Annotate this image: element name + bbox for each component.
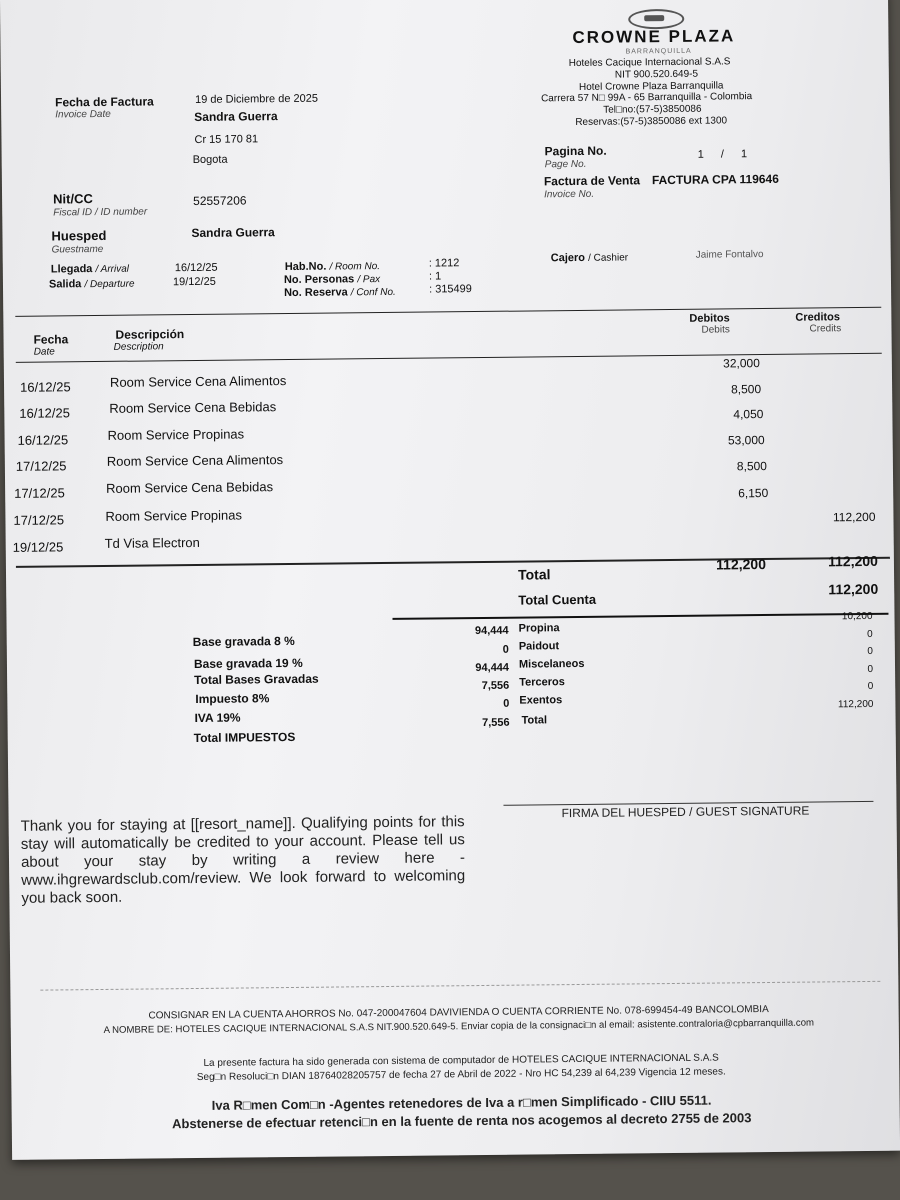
row-4-debit: 53,000: [727, 433, 765, 448]
col-desc-subheader: Description: [113, 341, 164, 353]
col-desc-header: Descripción: [115, 327, 185, 342]
page-label: Pagina No.: [544, 143, 607, 159]
room-label: Hab.No.: [284, 260, 327, 274]
departure-date: 19/12/25: [172, 275, 216, 289]
guest-value: Sandra Guerra: [191, 225, 275, 241]
row-7-date: 19/12/25: [12, 539, 64, 555]
row-5-debit: 8,500: [736, 458, 767, 474]
summary-value-base8: 94,444: [474, 624, 509, 638]
invoice-label: Factura de Venta: [543, 173, 641, 189]
invoice-date: 19 de Diciembre de 2025: [194, 92, 319, 106]
summary-label-miscelaneos: Miscelaneos: [518, 657, 585, 671]
reservation-sublabel: / Conf No.: [350, 286, 396, 299]
total-label: Total: [517, 566, 551, 583]
row-5-desc: Room Service Cena Bebidas: [106, 479, 274, 496]
summary-label-exentos: Exentos: [519, 694, 563, 707]
summary-label-terceros: Terceros: [519, 676, 565, 689]
row-3-date: 16/12/25: [17, 432, 69, 448]
footer-line3: La presente factura ha sido generada con sistema de computador de HOTELES CACIQUE INTERNACIONAL S.A.S: [203, 1052, 719, 1069]
col-debits-subheader: Debits: [701, 324, 730, 336]
page-value: 1 / 1: [697, 148, 748, 161]
row-4-date: 17/12/25: [15, 458, 67, 474]
footer-line4: Seg□n Resoluci□n DIAN 18764028205757 de fecha 27 de Abril de 2022 - Nro HC 54,239 al 64,239 Vigencia 12 meses.: [196, 1066, 726, 1083]
hotel-brand: CROWNE PLAZA: [572, 26, 736, 48]
col-date-header: Fecha: [33, 332, 69, 347]
table-top-rule: [15, 307, 881, 317]
row-1-debit: 32,000: [723, 356, 760, 371]
summary-value-base19: 0: [502, 643, 509, 656]
row-7-desc: Td Visa Electron: [104, 534, 200, 551]
row-6-date: 17/12/25: [13, 512, 65, 528]
invoice-number: FACTURA CPA 119646: [651, 171, 779, 188]
footer-divider: [40, 981, 880, 991]
summary-value-totalimpuestos: 7,556: [482, 716, 510, 729]
guest-sublabel: Guestname: [51, 243, 104, 256]
persons-value: : 1: [428, 270, 442, 283]
reservation-value: : 315499: [428, 283, 472, 296]
hotel-company: Hoteles Cacique Internacional S.A.S: [568, 56, 731, 70]
summary-label-totalimpuestos: Total IMPUESTOS: [193, 729, 296, 746]
summary-label-paidout: Paidout: [518, 640, 560, 653]
summary-value-iva19: 0: [503, 697, 510, 710]
summary-value-miscelaneos: 0: [867, 645, 873, 657]
signature-label: FIRMA DEL HUESPED / GUEST SIGNATURE: [561, 803, 810, 821]
cashier-sublabel: / Cashier: [587, 252, 629, 264]
total-debits: 112,200: [716, 556, 767, 573]
arrival-label: Llegada: [50, 263, 93, 276]
room-value: : 1212: [428, 257, 460, 270]
col-debits-header: Debitos: [689, 312, 730, 325]
guest-label: Huesped: [51, 227, 107, 244]
persons-label: No. Personas: [283, 273, 355, 287]
row-2-desc: Room Service Cena Bebidas: [109, 399, 277, 416]
summary-label-iva19: IVA 19%: [194, 710, 241, 726]
row-7-credit: 112,200: [832, 509, 876, 525]
summary-value-exentos: 0: [867, 680, 874, 692]
page-sublabel: Page No.: [544, 158, 587, 171]
row-1-desc: Room Service Cena Alimentos: [109, 373, 287, 390]
cashier-label: Cajero: [550, 251, 586, 265]
arrival-date: 16/12/25: [174, 261, 218, 275]
hotel-phone: Tel□no:(57-5)3850086: [603, 103, 702, 116]
hotel-name: Hotel Crowne Plaza Barranquilla: [578, 80, 724, 93]
summary-label-base8: Base gravada 8 %: [192, 633, 295, 650]
footer-line6: Abstenerse de efectuar retenci□n en la fuente de renta nos acogemos al decreto 2755 de 2003: [172, 1110, 752, 1132]
row-3-debit: 4,050: [733, 407, 764, 422]
row-6-debit: 6,150: [738, 485, 769, 501]
guest-address: Cr 15 170 81: [194, 133, 259, 146]
hotel-reservations: Reservas:(57-5)3850086 ext 1300: [575, 115, 728, 128]
reservation-label: No. Reserva: [284, 286, 348, 300]
row-5-date: 17/12/25: [14, 485, 65, 501]
invoice-sublabel: Invoice No.: [544, 188, 595, 201]
persons-sublabel: / Pax: [357, 274, 381, 286]
summary-label-totalbases: Total Bases Gravadas: [194, 671, 319, 688]
nit-value: 52557206: [193, 193, 247, 208]
total-account-value: 112,200: [828, 580, 879, 598]
summary-label-total: Total: [521, 714, 548, 727]
footer-line1: CONSIGNAR EN LA CUENTA AHORROS No. 047-200047604 DAVIVIENDA O CUENTA CORRIENTE No. 078-699454-49 BANCOLOMBIA: [148, 1004, 769, 1022]
hotel-address: Carrera 57 N□ 99A - 65 Barranquilla - Colombia: [541, 91, 753, 105]
departure-label: Salida: [48, 278, 82, 291]
invoice-date-sublabel: Invoice Date: [55, 108, 111, 121]
row-6-desc: Room Service Propinas: [105, 507, 243, 524]
footer-line5: Iva R□men Com□n -Agentes retenedores de Iva a r□men Simplificado - CIIU 5511.: [211, 1092, 712, 1113]
cashier-value: Jaime Fontalvo: [695, 249, 764, 261]
hotel-subbrand: BARRANQUILLA: [625, 47, 692, 56]
col-credits-header: Creditos: [795, 311, 841, 324]
summary-value-propina: 10,200: [841, 610, 873, 623]
guest-city: Bogota: [192, 153, 228, 166]
summary-value-paidout: 0: [867, 628, 873, 640]
hotel-nit: NIT 900.520.649-5: [614, 68, 699, 81]
summary-label-propina: Propina: [518, 622, 560, 635]
summary-value-terceros: 0: [867, 663, 874, 675]
arrival-sublabel: / Arrival: [95, 263, 130, 276]
row-3-desc: Room Service Propinas: [107, 426, 245, 443]
nit-sublabel: Fiscal ID / ID number: [53, 206, 148, 219]
row-1-date: 16/12/25: [19, 379, 71, 395]
row-4-desc: Room Service Cena Alimentos: [106, 452, 284, 469]
total-credits: 112,200: [827, 552, 879, 570]
row-2-date: 16/12/25: [19, 405, 71, 421]
summary-value-totalbases: 94,444: [475, 661, 510, 675]
row-2-debit: 8,500: [731, 382, 762, 397]
thank-you-message: Thank you for staying at [[resort_name]]. Qualifying points for this stay will automatically be credited to your account. Please tell us about your stay by writing a review here - www.ihgrewardsclub.com/review. We look forward to welcoming you back soon.: [20, 813, 466, 907]
total-account-label: Total Cuenta: [518, 591, 597, 608]
footer-line2: A NOMBRE DE: HOTELES CACIQUE INTERNACIONAL S.A.S NIT.900.520.649-5. Enviar copia de la consignaci□n al email: asistente.contraloria@cpbarranquilla.com: [103, 1017, 815, 1036]
room-sublabel: / Room No.: [329, 261, 381, 273]
invoice-date-label: Fecha de Factura: [55, 94, 154, 110]
summary-value-impuesto8: 7,556: [481, 679, 510, 692]
guest-name: Sandra Guerra: [194, 109, 278, 124]
summary-label-base19: Base gravada 19 %: [193, 655, 303, 672]
departure-sublabel: / Departure: [84, 278, 135, 291]
nit-label: Nit/CC: [53, 191, 93, 207]
col-date-subheader: Date: [33, 346, 55, 358]
summary-value-total: 112,200: [837, 698, 874, 711]
summary-label-impuesto8: Impuesto 8%: [195, 691, 270, 706]
col-credits-subheader: Credits: [809, 323, 842, 335]
